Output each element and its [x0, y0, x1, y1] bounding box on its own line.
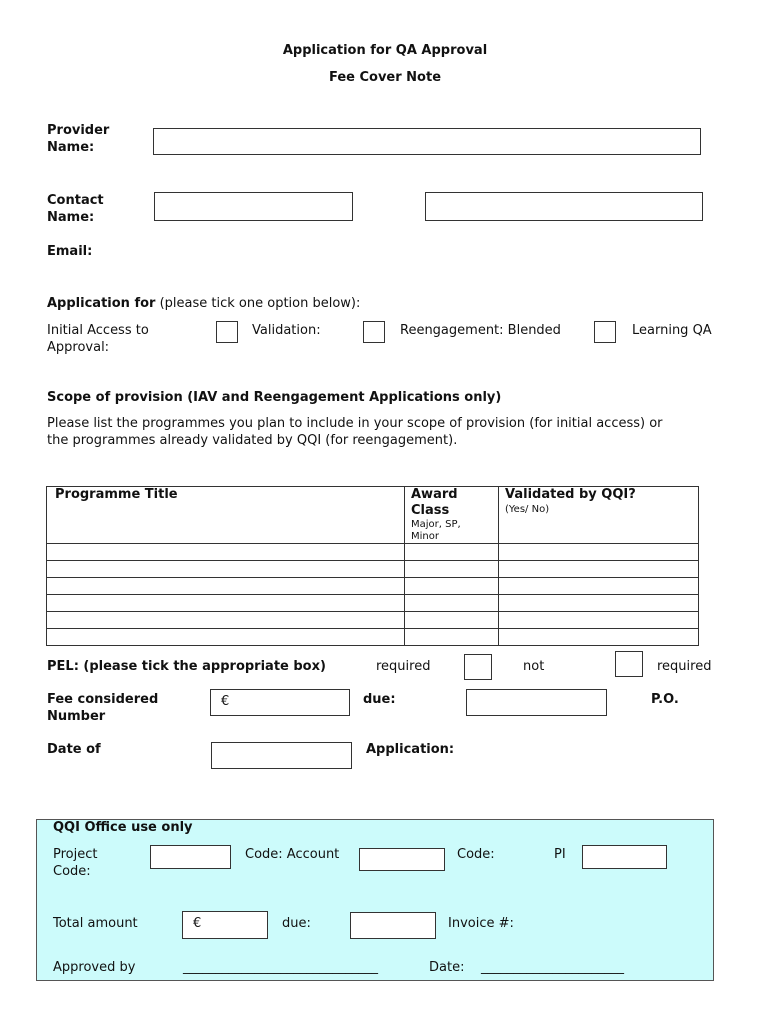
- validated-header: [499, 487, 699, 544]
- programme-title-cell[interactable]: [47, 561, 405, 578]
- table-row[interactable]: [47, 612, 699, 629]
- option-reengagement-label: Reengagement: Blended: [400, 323, 561, 338]
- validated-cell[interactable]: [499, 595, 699, 612]
- project-code-field[interactable]: [150, 845, 231, 869]
- office-date-label: Date:: [429, 960, 465, 975]
- approved-by-line[interactable]: ______________________________: [183, 960, 378, 975]
- pel-required-label: required: [376, 659, 431, 674]
- provider-label: [47, 123, 109, 156]
- approved-by-label: Approved by: [53, 960, 136, 975]
- validated-cell[interactable]: [499, 629, 699, 646]
- award-class-sub1: Major, SP,: [411, 519, 461, 530]
- account-code-field[interactable]: [359, 848, 445, 871]
- scope-paragraph: [47, 416, 737, 449]
- project-code-line2: Code:: [53, 864, 91, 879]
- programme-title-cell[interactable]: [47, 578, 405, 595]
- qqi-office-panel: [36, 819, 714, 981]
- office-due-field[interactable]: [350, 912, 436, 939]
- programme-table-header: [47, 487, 699, 544]
- fee-amount-field[interactable]: [210, 689, 350, 716]
- programme-table: [46, 486, 699, 646]
- date-of-label: Date of: [47, 742, 101, 757]
- award-class-cell[interactable]: [405, 578, 499, 595]
- po-label: P.O.: [651, 692, 679, 707]
- pi-label: PI: [554, 847, 566, 862]
- award-class-cell[interactable]: [405, 561, 499, 578]
- validated-cell[interactable]: [499, 612, 699, 629]
- table-row[interactable]: [47, 561, 699, 578]
- fee-label-line1: Fee considered: [47, 692, 159, 707]
- contact-label-line1: Contact: [47, 193, 104, 208]
- programme-title-cell[interactable]: [47, 612, 405, 629]
- option-initial-access-line1: Initial Access to: [47, 323, 149, 338]
- provider-label-line1: Provider: [47, 123, 110, 138]
- office-date-line[interactable]: ______________________: [481, 960, 624, 975]
- programme-title-cell[interactable]: [47, 544, 405, 561]
- code-label: Code:: [457, 847, 495, 862]
- validated-header-sub: (Yes/ No): [505, 504, 550, 515]
- programme-title-header-text: Programme Title: [55, 487, 178, 502]
- pel-not-required-checkbox[interactable]: [615, 651, 643, 677]
- scope-heading: Scope of provision (IAV and Reengagement Applications only): [47, 390, 502, 405]
- contact-label-line2: Name:: [47, 210, 95, 225]
- application-for-heading: [47, 296, 360, 312]
- project-code-line1: Project: [53, 847, 98, 862]
- application-label: Application:: [366, 742, 455, 757]
- initial-access-checkbox[interactable]: [216, 321, 238, 343]
- office-euro-symbol: €: [193, 916, 202, 931]
- award-class-cell[interactable]: [405, 612, 499, 629]
- contact-name-field[interactable]: [154, 192, 353, 221]
- pel-required-checkbox[interactable]: [464, 654, 492, 680]
- provider-name-field[interactable]: [153, 128, 701, 155]
- document-subtitle: Fee Cover Note: [328, 70, 442, 85]
- fee-label: [47, 692, 158, 725]
- date-of-application-field[interactable]: [211, 742, 352, 769]
- fee-label-line2: Number: [47, 709, 106, 724]
- application-for-heading-note: (please tick one option below):: [159, 296, 361, 311]
- programme-title-header: [47, 487, 405, 544]
- euro-symbol: €: [221, 694, 230, 709]
- email-label: Email:: [47, 244, 93, 259]
- award-class-header-line1: Award: [411, 487, 458, 502]
- contact-label: [47, 193, 104, 226]
- option-initial-access-line2: Approval:: [47, 340, 110, 355]
- fee-due-label: due:: [363, 692, 396, 707]
- table-row[interactable]: [47, 578, 699, 595]
- award-class-header: [405, 487, 499, 544]
- validated-cell[interactable]: [499, 544, 699, 561]
- pel-required-label-2: required: [657, 659, 712, 674]
- award-class-sub2: Minor: [411, 531, 439, 542]
- table-row[interactable]: [47, 629, 699, 646]
- office-due-label: due:: [282, 916, 311, 931]
- programme-title-cell[interactable]: [47, 629, 405, 646]
- total-amount-field[interactable]: [182, 911, 268, 939]
- validated-header-text: Validated by QQI?: [505, 487, 636, 502]
- award-class-cell[interactable]: [405, 544, 499, 561]
- option-validation-label: Validation:: [252, 323, 321, 338]
- provider-label-line2: Name:: [47, 140, 95, 155]
- table-row[interactable]: [47, 595, 699, 612]
- pi-field[interactable]: [582, 845, 667, 869]
- scope-paragraph-line2: the programmes already validated by QQI (for reengagement).: [47, 433, 458, 448]
- award-class-cell[interactable]: [405, 629, 499, 646]
- scope-paragraph-line1: Please list the programmes you plan to include in your scope of provision (for initial access) or: [47, 416, 663, 431]
- validation-checkbox[interactable]: [363, 321, 385, 343]
- pel-label: PEL: (please tick the appropriate box): [47, 659, 326, 674]
- project-code-label: [53, 847, 97, 880]
- award-class-header-line2: Class: [411, 503, 450, 518]
- document-title: Application for QA Approval: [282, 43, 488, 58]
- option-learning-qa-label: Learning QA: [632, 323, 712, 338]
- po-number-field[interactable]: [466, 689, 607, 716]
- programme-title-cell[interactable]: [47, 595, 405, 612]
- validated-cell[interactable]: [499, 561, 699, 578]
- option-initial-access-label: [47, 323, 149, 356]
- office-heading: QQI Office use only: [53, 820, 193, 835]
- validated-cell[interactable]: [499, 578, 699, 595]
- table-row[interactable]: [47, 544, 699, 561]
- award-class-cell[interactable]: [405, 595, 499, 612]
- email-field[interactable]: [425, 192, 703, 221]
- total-amount-label: Total amount: [53, 916, 138, 931]
- reengagement-checkbox[interactable]: [594, 321, 616, 343]
- pel-not-label: not: [523, 659, 545, 674]
- code-account-label: Code: Account: [245, 847, 340, 862]
- invoice-label: Invoice #:: [448, 916, 514, 931]
- application-for-heading-bold: Application for: [47, 296, 156, 311]
